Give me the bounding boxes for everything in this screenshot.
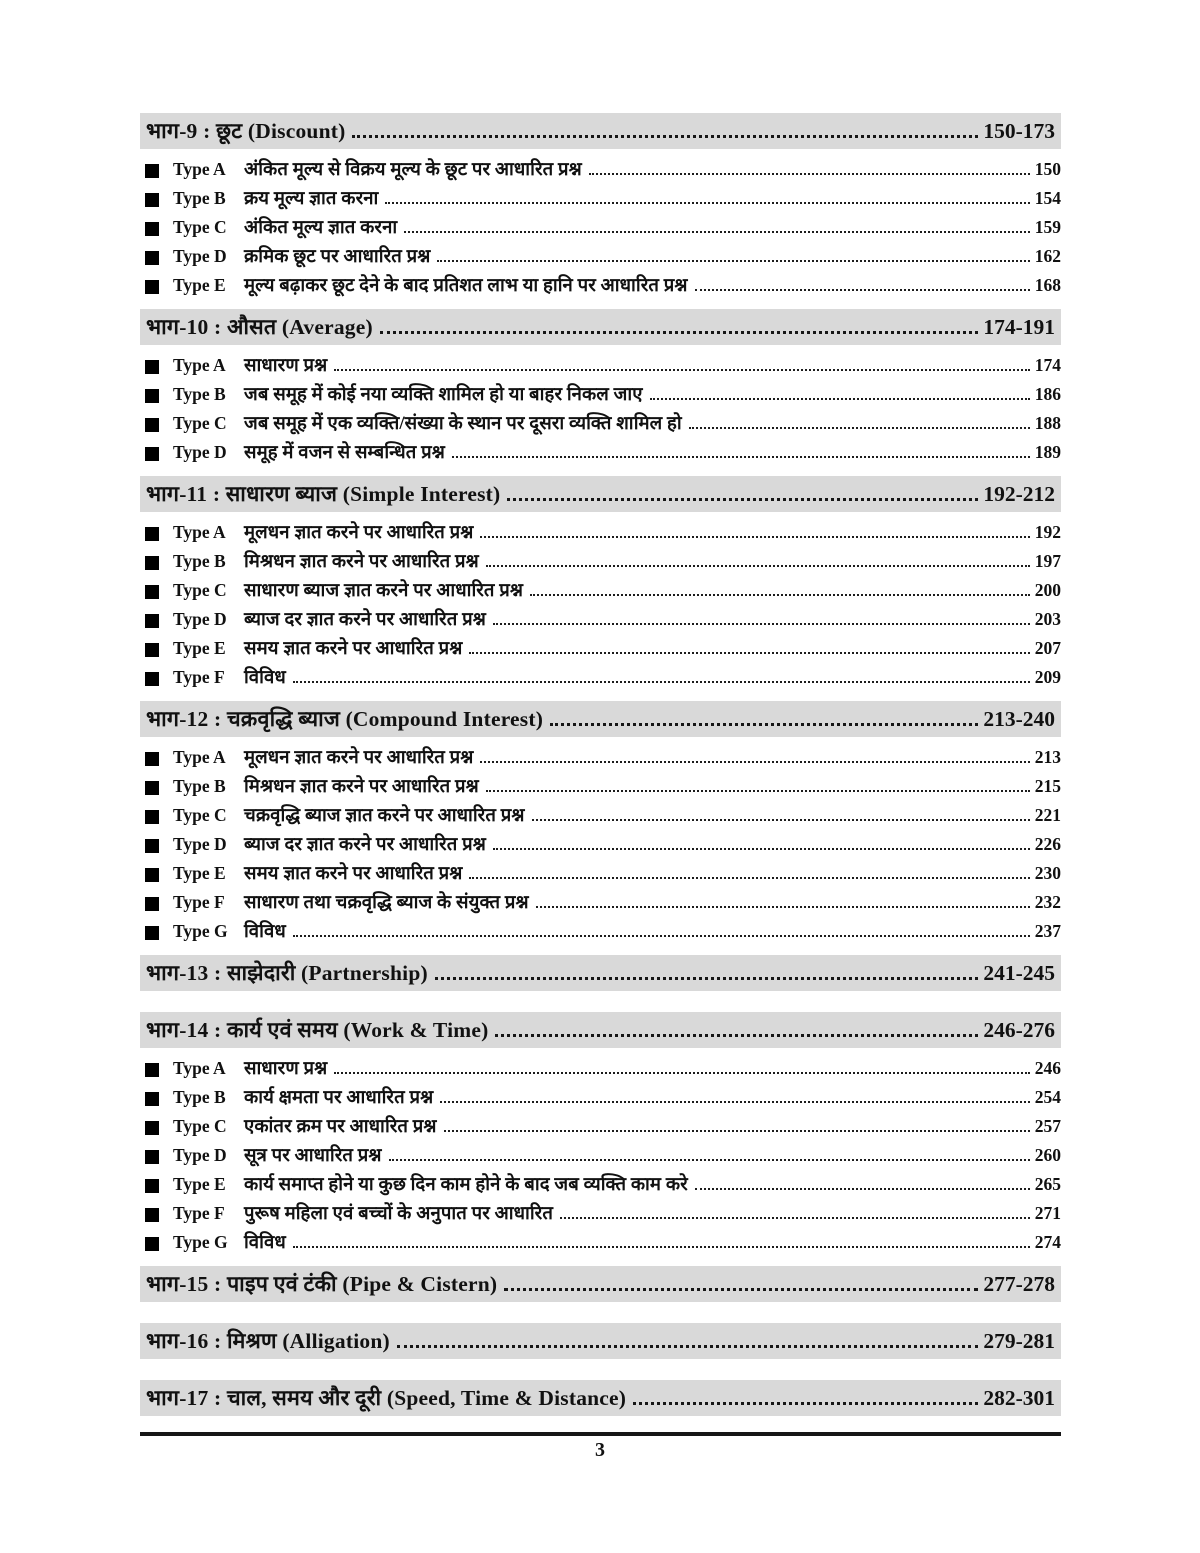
entry-description: ब्याज दर ज्ञात करने पर आधारित प्रश्न — [244, 835, 486, 855]
section-title: भाग-15 : पाइप एवं टंकी (Pipe & Cistern) — [146, 1272, 498, 1296]
toc-entry — [145, 156, 1061, 185]
dot-leader — [440, 1100, 1029, 1103]
bullet-square-icon — [145, 1150, 159, 1164]
table-of-contents — [140, 113, 1061, 1437]
bullet-square-icon — [145, 360, 159, 374]
bullet-square-icon — [145, 447, 159, 461]
section-page-range: 246-276 — [983, 1018, 1055, 1042]
entry-description: साधारण ब्याज ज्ञात करने पर आधारित प्रश्न — [244, 581, 524, 601]
footer-page-number: 3 — [595, 1439, 605, 1461]
entry-description: विविध — [244, 668, 286, 688]
entry-description: मूलधन ज्ञात करने पर आधारित प्रश्न — [244, 523, 474, 543]
toc-entry — [145, 185, 1061, 214]
section-title: भाग-14 : कार्य एवं समय (Work & Time) — [146, 1018, 489, 1042]
dot-leader — [504, 1287, 978, 1291]
entry-description: मूल्य बढ़ाकर छूट देने के बाद प्रतिशत लाभ या हानि पर आधारित प्रश्न — [244, 276, 688, 296]
toc-section — [140, 1266, 1061, 1302]
dot-leader — [404, 230, 1030, 233]
entry-page-number: 271 — [1034, 1203, 1061, 1223]
entry-description: एकांतर क्रम पर आधारित प्रश्न — [244, 1117, 437, 1137]
dot-leader — [334, 368, 1029, 371]
entry-type-label: Type G — [173, 921, 228, 941]
entry-type-label: Type A — [173, 355, 226, 375]
entry-page-number: 209 — [1034, 667, 1061, 687]
entry-page-number: 168 — [1034, 275, 1061, 295]
entry-description: मूलधन ज्ञात करने पर आधारित प्रश्न — [244, 748, 474, 768]
bullet-square-icon — [145, 672, 159, 686]
toc-entry — [145, 831, 1061, 860]
dot-leader — [293, 680, 1030, 683]
entry-type-label: Type C — [173, 805, 227, 825]
entry-page-number: 226 — [1034, 834, 1061, 854]
toc-entry — [145, 744, 1061, 773]
section-header — [140, 113, 1061, 149]
toc-entry — [145, 352, 1061, 381]
entry-page-number: 207 — [1034, 638, 1061, 658]
section-title: भाग-17 : चाल, समय और दूरी (Speed, Time & Distance) — [146, 1386, 627, 1410]
dot-leader — [695, 1187, 1030, 1190]
dot-leader — [532, 818, 1030, 821]
toc-entry — [145, 381, 1061, 410]
toc-section — [140, 1012, 1061, 1258]
dot-leader — [633, 1401, 978, 1405]
toc-entry — [145, 1142, 1061, 1171]
bullet-square-icon — [145, 868, 159, 882]
entry-type-label: Type A — [173, 159, 226, 179]
section-title: भाग-11 : साधारण ब्याज (Simple Interest) — [146, 482, 501, 506]
toc-section — [140, 701, 1061, 947]
dot-leader — [560, 1216, 1030, 1219]
entry-type-label: Type A — [173, 1058, 226, 1078]
entry-description: कार्य क्षमता पर आधारित प्रश्न — [244, 1088, 434, 1108]
entry-description: अंकित मूल्य से विक्रय मूल्य के छूट पर आधारित प्रश्न — [244, 160, 582, 180]
dot-leader — [469, 651, 1029, 654]
entry-type-label: Type D — [173, 442, 227, 462]
section-page-range: 279-281 — [983, 1329, 1055, 1353]
bullet-square-icon — [145, 389, 159, 403]
entry-type-label: Type B — [173, 776, 226, 796]
dot-leader — [480, 760, 1029, 763]
dot-leader — [385, 201, 1029, 204]
entry-type-label: Type C — [173, 217, 227, 237]
toc-entry — [145, 664, 1061, 693]
footer-rule — [140, 1432, 1061, 1436]
entry-description: पुरूष महिला एवं बच्चों के अनुपात पर आधारित — [244, 1204, 553, 1224]
toc-section — [140, 1380, 1061, 1416]
dot-leader — [536, 905, 1030, 908]
toc-entry — [145, 548, 1061, 577]
toc-section — [140, 1323, 1061, 1359]
entry-description: समय ज्ञात करने पर आधारित प्रश्न — [244, 639, 463, 659]
bullet-square-icon — [145, 418, 159, 432]
toc-entry — [145, 1229, 1061, 1258]
dot-leader — [507, 497, 978, 501]
toc-entry — [145, 1171, 1061, 1200]
entry-page-number: 159 — [1034, 217, 1061, 237]
entry-page-number: 215 — [1034, 776, 1061, 796]
dot-leader — [452, 455, 1030, 458]
bullet-square-icon — [145, 222, 159, 236]
dot-leader — [352, 134, 978, 138]
entry-type-label: Type E — [173, 1174, 226, 1194]
entry-description: साधारण तथा चक्रवृद्धि ब्याज के संयुक्त प्रश्न — [244, 893, 529, 913]
toc-section — [140, 476, 1061, 693]
section-header — [140, 955, 1061, 991]
entry-description: क्रय मूल्य ज्ञात करना — [244, 189, 379, 209]
entry-page-number: 188 — [1034, 413, 1061, 433]
entry-type-label: Type E — [173, 863, 226, 883]
section-page-range: 213-240 — [983, 707, 1055, 731]
bullet-square-icon — [145, 193, 159, 207]
section-page-range: 192-212 — [983, 482, 1055, 506]
entry-type-label: Type C — [173, 413, 227, 433]
bullet-square-icon — [145, 614, 159, 628]
entry-description: मिश्रधन ज्ञात करने पर आधारित प्रश्न — [244, 777, 479, 797]
entry-page-number: 186 — [1034, 384, 1061, 404]
bullet-square-icon — [145, 280, 159, 294]
section-header — [140, 1266, 1061, 1302]
entry-description: विविध — [244, 922, 286, 942]
dot-leader — [695, 288, 1030, 291]
entry-page-number: 221 — [1034, 805, 1061, 825]
section-page-range: 174-191 — [983, 315, 1055, 339]
bullet-square-icon — [145, 1237, 159, 1251]
section-title: भाग-12 : चक्रवृद्धि ब्याज (Compound Interest) — [146, 707, 544, 731]
dot-leader — [530, 593, 1030, 596]
section-title: भाग-9 : छूट (Discount) — [146, 119, 346, 143]
entry-description: सूत्र पर आधारित प्रश्न — [244, 1146, 382, 1166]
dot-leader — [437, 259, 1029, 262]
dot-leader — [334, 1071, 1029, 1074]
toc-section — [140, 113, 1061, 301]
entry-description: साधारण प्रश्न — [244, 1059, 328, 1079]
bullet-square-icon — [145, 752, 159, 766]
bullet-square-icon — [145, 643, 159, 657]
entry-page-number: 260 — [1034, 1145, 1061, 1165]
entry-type-label: Type C — [173, 580, 227, 600]
toc-entry — [145, 773, 1061, 802]
dot-leader — [293, 1245, 1030, 1248]
dot-leader — [650, 397, 1030, 400]
section-page-range: 241-245 — [983, 961, 1055, 985]
entry-type-label: Type A — [173, 747, 226, 767]
entry-type-label: Type E — [173, 638, 226, 658]
bullet-square-icon — [145, 556, 159, 570]
dot-leader — [493, 622, 1030, 625]
section-entries — [140, 1055, 1061, 1258]
toc-entry — [145, 1200, 1061, 1229]
entry-page-number: 274 — [1034, 1232, 1061, 1252]
entry-type-label: Type E — [173, 275, 226, 295]
entry-type-label: Type B — [173, 188, 226, 208]
entry-type-label: Type D — [173, 609, 227, 629]
entry-description: जब समूह में कोई नया व्यक्ति शामिल हो या बाहर निकल जाए — [244, 385, 643, 405]
section-entries — [140, 156, 1061, 301]
dot-leader — [389, 1158, 1030, 1161]
entry-page-number: 257 — [1034, 1116, 1061, 1136]
entry-page-number: 203 — [1034, 609, 1061, 629]
entry-description: कार्य समाप्त होने या कुछ दिन काम होने के बाद जब व्यक्ति काम करे — [244, 1175, 688, 1195]
bullet-square-icon — [145, 926, 159, 940]
section-header — [140, 1380, 1061, 1416]
bullet-square-icon — [145, 1063, 159, 1077]
section-entries — [140, 352, 1061, 468]
bullet-square-icon — [145, 527, 159, 541]
toc-section — [140, 309, 1061, 468]
bullet-square-icon — [145, 781, 159, 795]
entry-page-number: 162 — [1034, 246, 1061, 266]
entry-page-number: 232 — [1034, 892, 1061, 912]
entry-description: चक्रवृद्धि ब्याज ज्ञात करने पर आधारित प्रश्न — [244, 806, 525, 826]
dot-leader — [495, 1033, 978, 1037]
entry-type-label: Type D — [173, 834, 227, 854]
entry-page-number: 230 — [1034, 863, 1061, 883]
toc-entry — [145, 1055, 1061, 1084]
entry-type-label: Type F — [173, 892, 225, 912]
entry-page-number: 200 — [1034, 580, 1061, 600]
toc-entry — [145, 918, 1061, 947]
dot-leader — [486, 789, 1030, 792]
entry-description: विविध — [244, 1233, 286, 1253]
bullet-square-icon — [145, 251, 159, 265]
bullet-square-icon — [145, 1121, 159, 1135]
section-entries — [140, 519, 1061, 693]
toc-entry — [145, 272, 1061, 301]
toc-entry — [145, 439, 1061, 468]
entry-type-label: Type B — [173, 384, 226, 404]
dot-leader — [589, 172, 1030, 175]
entry-type-label: Type C — [173, 1116, 227, 1136]
entry-page-number: 265 — [1034, 1174, 1061, 1194]
entry-description: समूह में वजन से सम्बन्धित प्रश्न — [244, 443, 445, 463]
toc-entry — [145, 635, 1061, 664]
entry-description: समय ज्ञात करने पर आधारित प्रश्न — [244, 864, 463, 884]
section-header — [140, 701, 1061, 737]
entry-type-label: Type D — [173, 246, 227, 266]
section-title: भाग-10 : औसत (Average) — [146, 315, 373, 339]
section-header — [140, 1323, 1061, 1359]
dot-leader — [469, 876, 1029, 879]
dot-leader — [689, 426, 1030, 429]
dot-leader — [550, 722, 978, 726]
section-page-range: 277-278 — [983, 1272, 1055, 1296]
entry-type-label: Type F — [173, 1203, 225, 1223]
entry-page-number: 254 — [1034, 1087, 1061, 1107]
dot-leader — [435, 976, 978, 980]
toc-entry — [145, 860, 1061, 889]
section-page-range: 282-301 — [983, 1386, 1055, 1410]
section-title: भाग-16 : मिश्रण (Alligation) — [146, 1329, 390, 1353]
toc-entry — [145, 1084, 1061, 1113]
entry-type-label: Type B — [173, 1087, 226, 1107]
toc-entry — [145, 519, 1061, 548]
bullet-square-icon — [145, 585, 159, 599]
bullet-square-icon — [145, 1179, 159, 1193]
toc-entry — [145, 410, 1061, 439]
entry-description: अंकित मूल्य ज्ञात करना — [244, 218, 398, 238]
entry-description: साधारण प्रश्न — [244, 356, 328, 376]
dot-leader — [380, 330, 978, 334]
entry-page-number: 174 — [1034, 355, 1061, 375]
entry-type-label: Type F — [173, 667, 225, 687]
dot-leader — [293, 934, 1030, 937]
bullet-square-icon — [145, 897, 159, 911]
dot-leader — [493, 847, 1030, 850]
entry-description: क्रमिक छूट पर आधारित प्रश्न — [244, 247, 431, 267]
bullet-square-icon — [145, 810, 159, 824]
bullet-square-icon — [145, 164, 159, 178]
toc-entry — [145, 243, 1061, 272]
toc-entry — [145, 1113, 1061, 1142]
section-entries — [140, 744, 1061, 947]
entry-page-number: 213 — [1034, 747, 1061, 767]
entry-type-label: Type B — [173, 551, 226, 571]
entry-page-number: 246 — [1034, 1058, 1061, 1078]
entry-page-number: 197 — [1034, 551, 1061, 571]
section-header — [140, 476, 1061, 512]
toc-entry — [145, 214, 1061, 243]
entry-page-number: 237 — [1034, 921, 1061, 941]
entry-description: मिश्रधन ज्ञात करने पर आधारित प्रश्न — [244, 552, 479, 572]
toc-entry — [145, 802, 1061, 831]
dot-leader — [486, 564, 1030, 567]
section-header — [140, 309, 1061, 345]
entry-description: ब्याज दर ज्ञात करने पर आधारित प्रश्न — [244, 610, 486, 630]
bullet-square-icon — [145, 1092, 159, 1106]
entry-description: जब समूह में एक व्यक्ति/संख्या के स्थान पर दूसरा व्यक्ति शामिल हो — [244, 414, 682, 434]
entry-type-label: Type D — [173, 1145, 227, 1165]
dot-leader — [397, 1344, 978, 1348]
entry-page-number: 192 — [1034, 522, 1061, 542]
entry-type-label: Type G — [173, 1232, 228, 1252]
dot-leader — [444, 1129, 1030, 1132]
section-page-range: 150-173 — [983, 119, 1055, 143]
toc-entry — [145, 606, 1061, 635]
bullet-square-icon — [145, 1208, 159, 1222]
entry-page-number: 154 — [1034, 188, 1061, 208]
entry-page-number: 150 — [1034, 159, 1061, 179]
toc-entry — [145, 577, 1061, 606]
bullet-square-icon — [145, 839, 159, 853]
toc-entry — [145, 889, 1061, 918]
section-title: भाग-13 : साझेदारी (Partnership) — [146, 961, 428, 985]
entry-type-label: Type A — [173, 522, 226, 542]
toc-section — [140, 955, 1061, 991]
entry-page-number: 189 — [1034, 442, 1061, 462]
dot-leader — [480, 535, 1029, 538]
section-header — [140, 1012, 1061, 1048]
